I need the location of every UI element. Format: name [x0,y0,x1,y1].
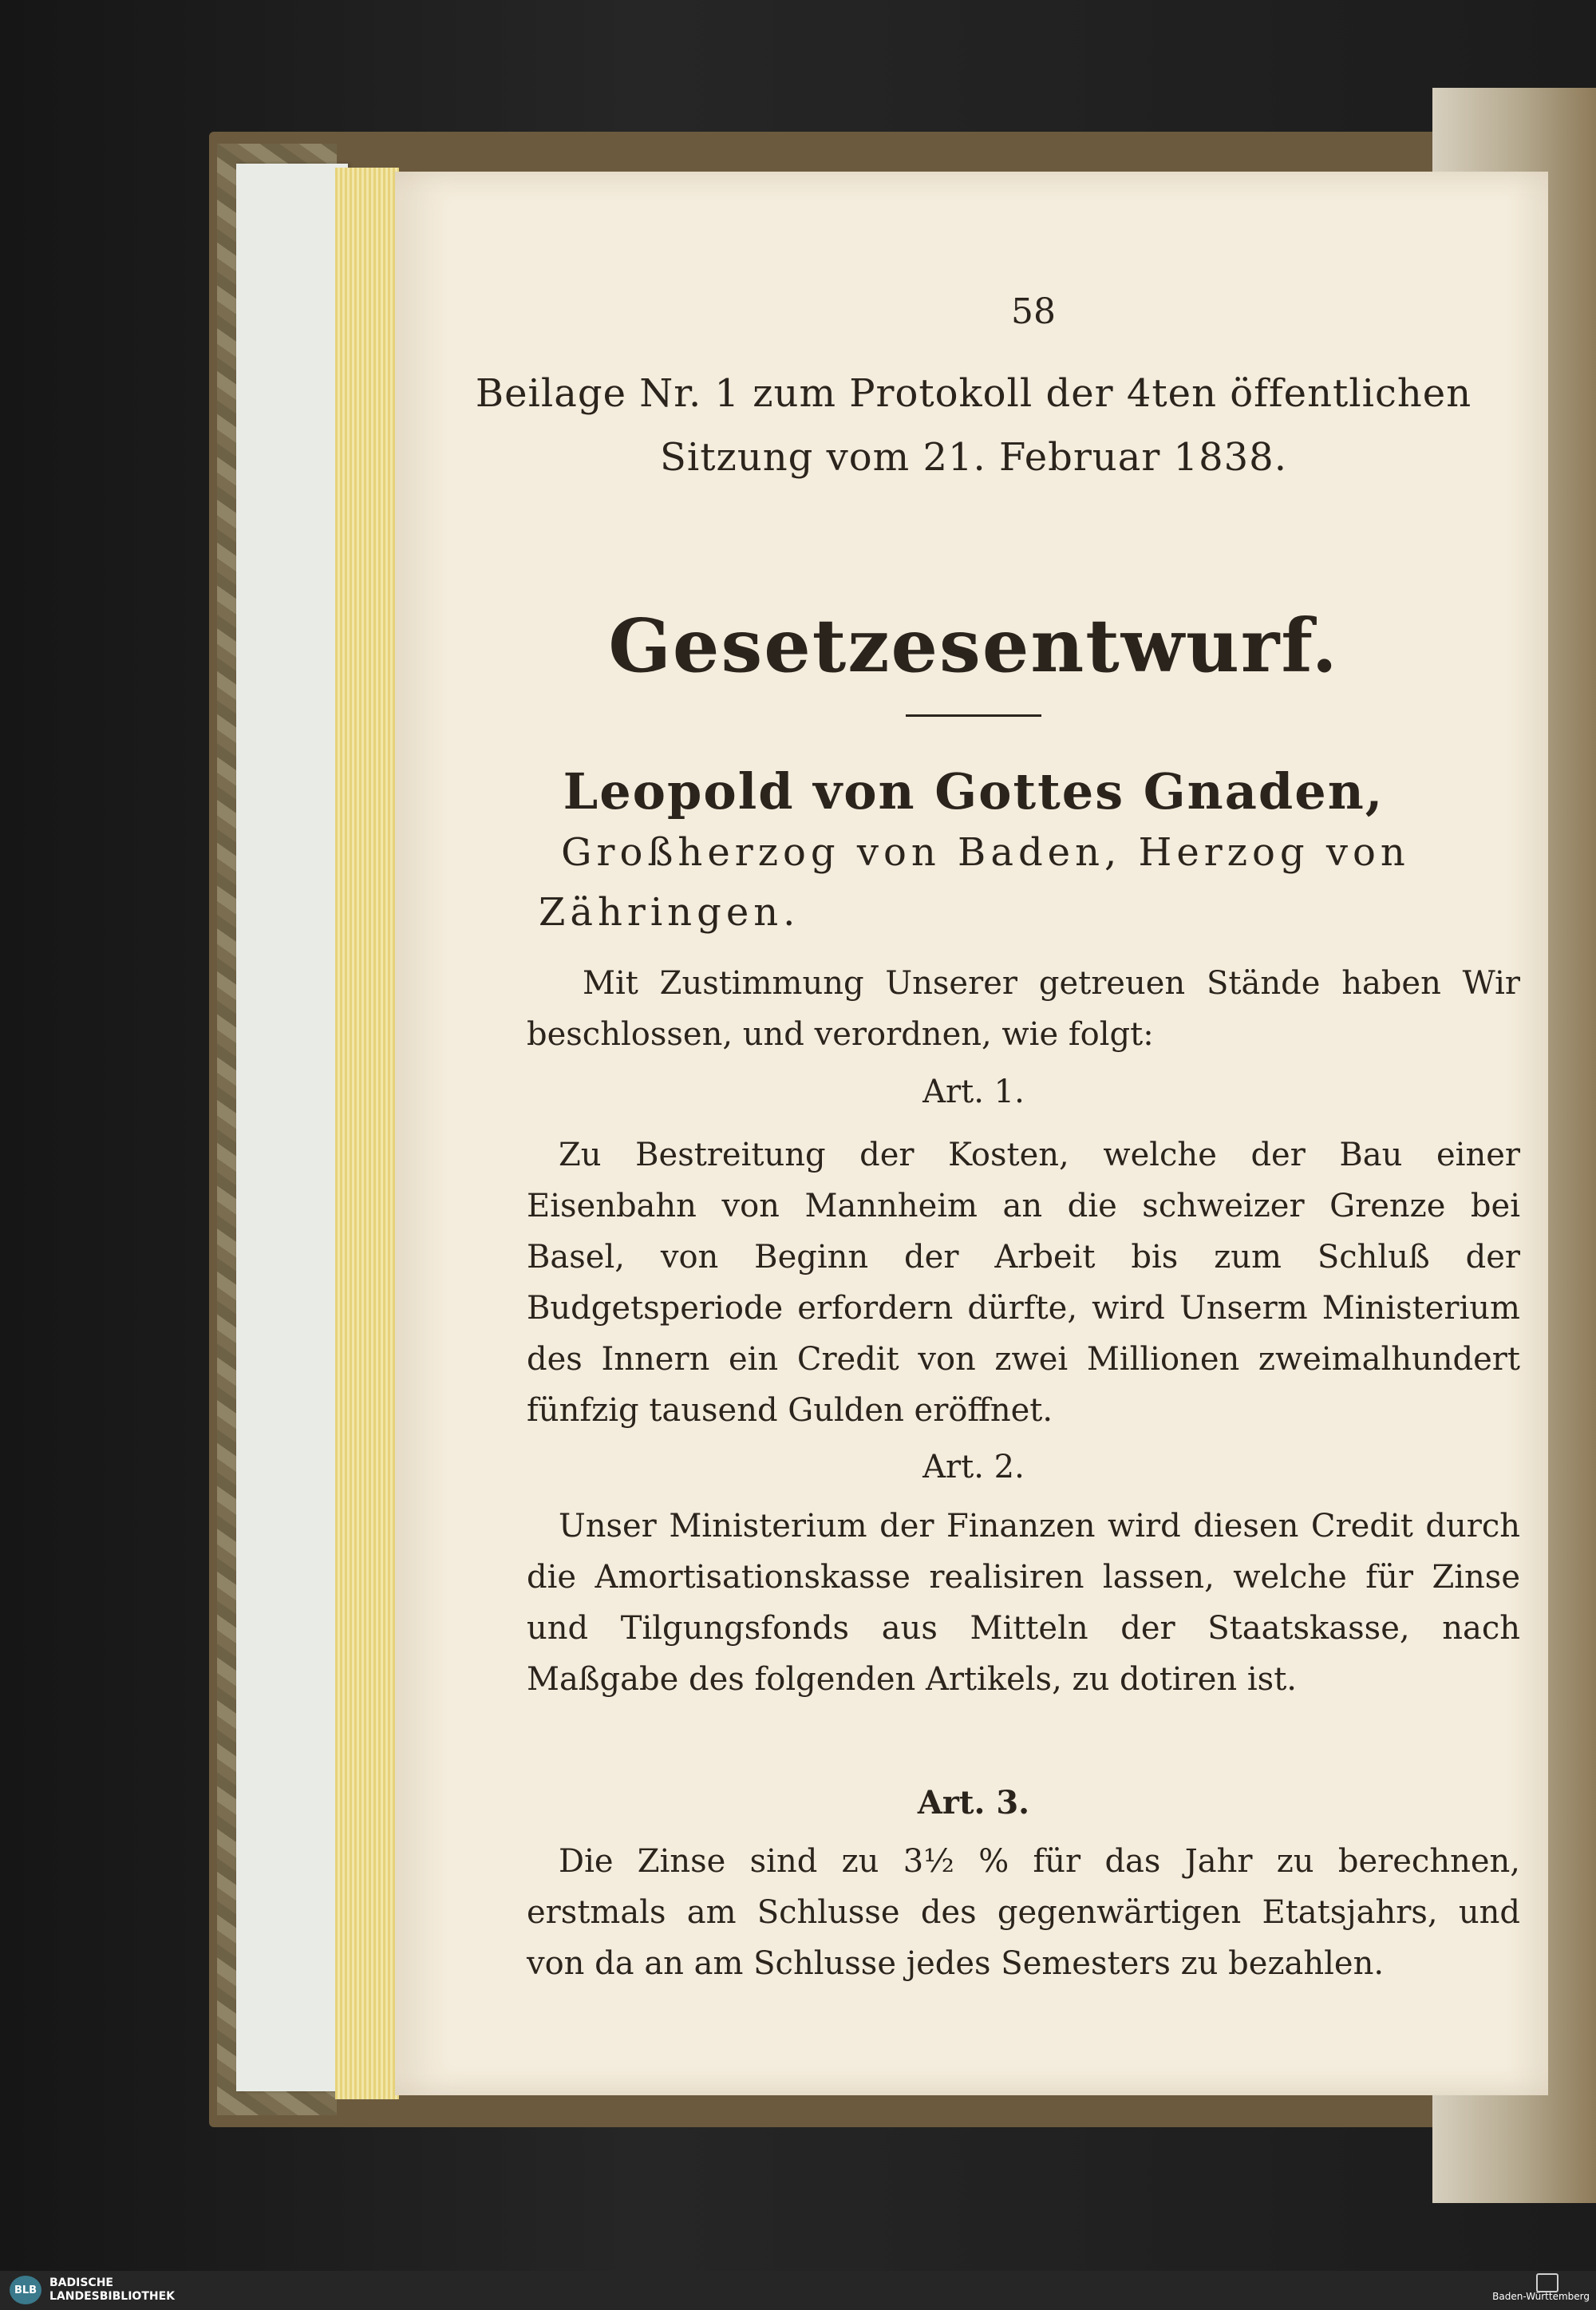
article-3-text: Die Zinse sind zu 3½ % für das Jahr zu berechnen, erstmals am Schlusse des gegenwärtigen Etatsjahrs, und von da an am Schlusse jedes Semesters zu bezahlen. [527,1843,1520,1982]
library-name-line-2: LANDESBIBLIOTHEK [49,2290,176,2303]
document-title: Gesetzesentwurf. [608,603,1339,689]
article-1-heading: Art. 1. [922,1074,1025,1110]
blank-leaf [236,164,348,2091]
page-edges [335,168,399,2099]
article-2-heading: Art. 2. [922,1449,1025,1485]
state-crest-icon [1536,2273,1558,2292]
book-page [395,172,1548,2095]
preamble: Mit Zustimmung Unserer getreuen Stände haben Wir beschlossen, und verordnen, wie folgt: [527,965,1520,1053]
heading-line-2: Sitzung vom 21. Februar 1838. [660,435,1287,480]
sovereign-line: Leopold von Gottes Gnaden, [563,762,1385,821]
sovereign-title-line-1: Großherzog von Baden, Herzog von [561,830,1410,875]
library-name [49,2276,257,2304]
article-3-heading: Art. 3. [917,1784,1030,1821]
blb-logo-icon: BLB [10,2276,41,2304]
article-1-text: Zu Bestreitung der Kosten, welche der Bau einer Eisenbahn von Mannheim an die schweizer Grenze bei Basel, von Beginn der Arbeit bis zum Schluß der Budgetsperiode erfordern dürfte, wird Unserm Ministerium des Innern ein Credit von zwei Millionen zweimalhundert fünfzig tausend Gulden eröffnet. [527,1137,1520,1429]
sovereign-title-line-2: Zähringen. [539,890,800,935]
library-name-line-1: BADISCHE [49,2276,113,2289]
page-number: 58 [1011,291,1056,332]
title-rule [906,714,1041,717]
article-2-text: Unser Ministerium der Finanzen wird diesen Credit durch die Amortisationskasse realisiren lassen, welche für Zinse und Tilgungsfonds aus Mitteln der Staatskasse, nach Maßgabe des folgenden Artikels, zu dotiren ist. [527,1508,1520,1698]
heading-line-1: Beilage Nr. 1 zum Protokoll der 4ten öffentlichen [475,371,1472,416]
region-label: Baden-Württemberg [1492,2291,1590,2302]
